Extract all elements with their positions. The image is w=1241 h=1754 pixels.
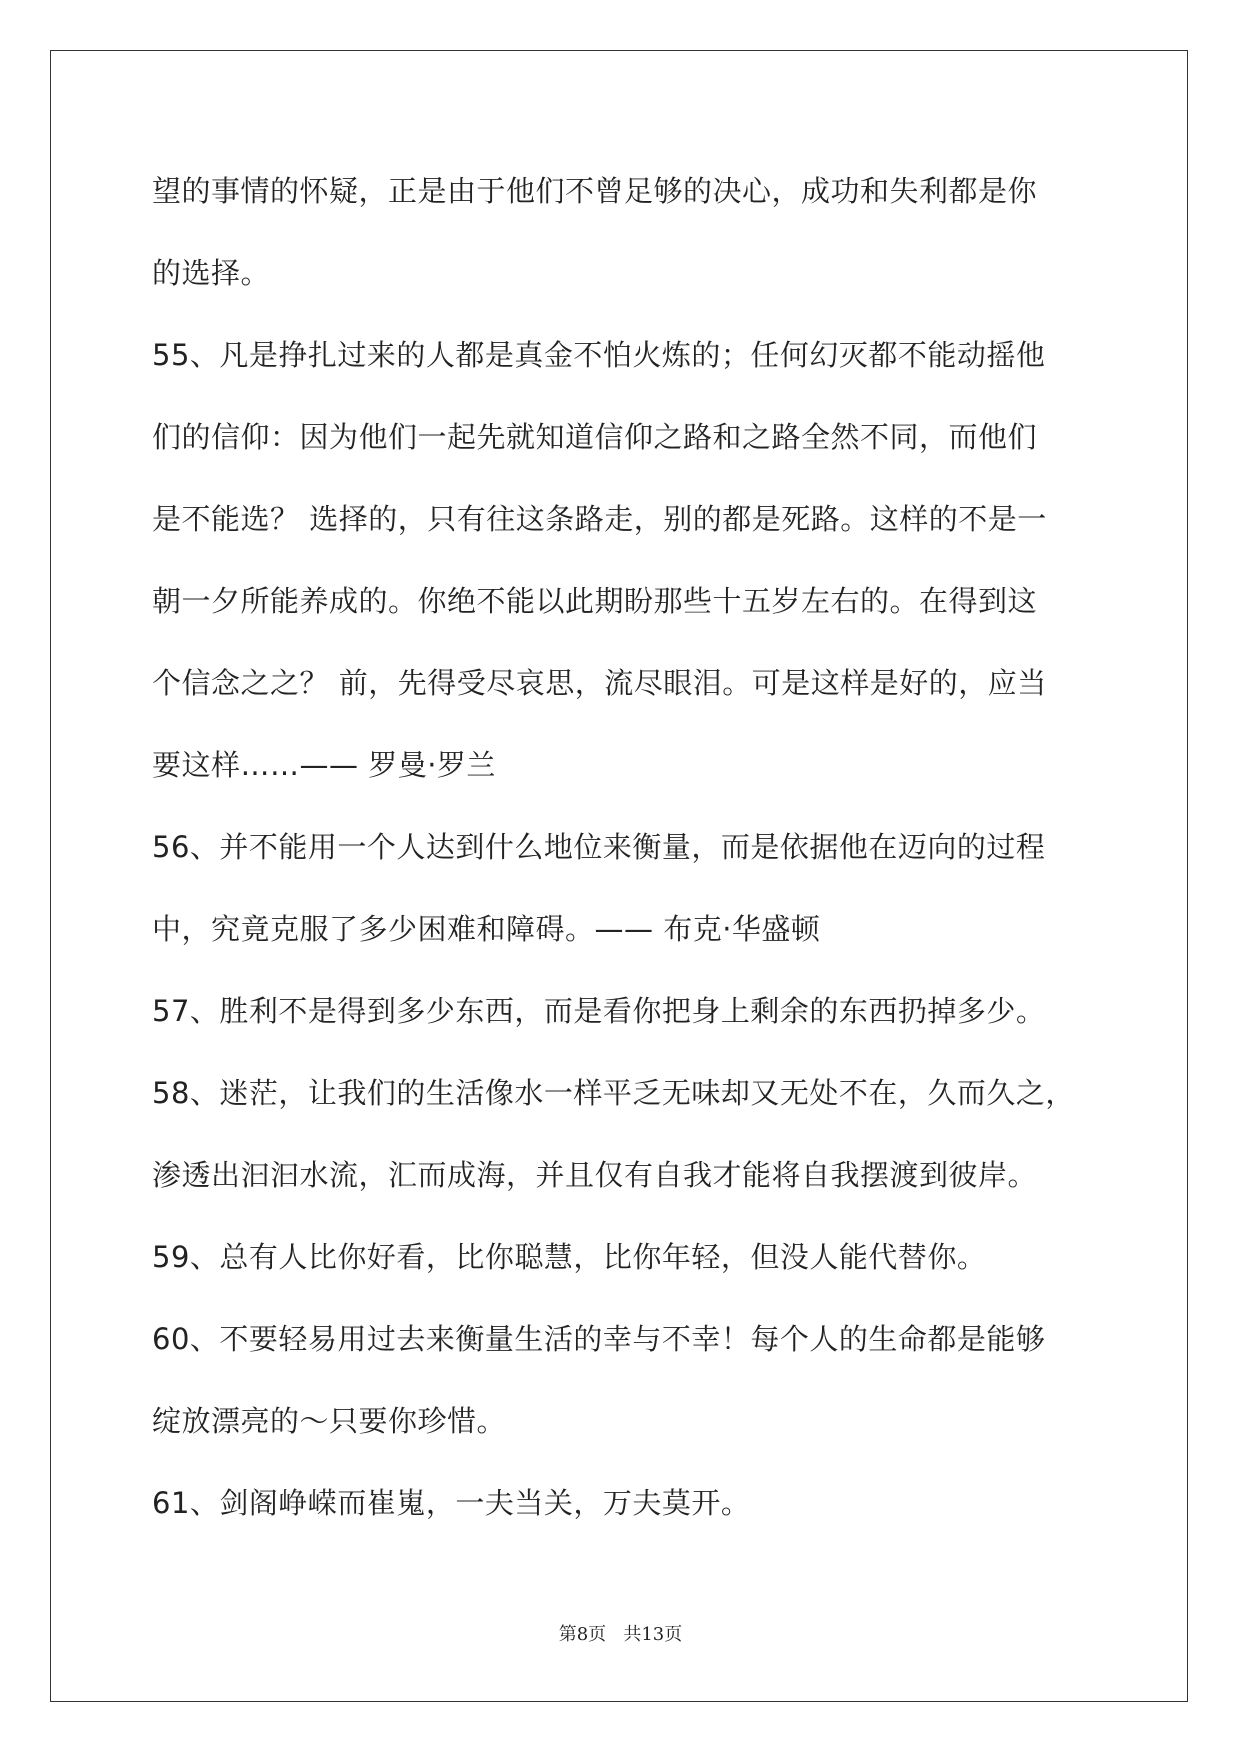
footer-spacer <box>606 1624 623 1645</box>
text-line: 个信念之之？ 前，先得受尽哀思，流尽眼泪。可是这样是好的，应当 <box>152 666 1047 700</box>
text-line: 渗透出汩汩水流，汇而成海，并且仅有自我才能将自我摆渡到彼岸。 <box>152 1158 1038 1192</box>
text-line: 59、总有人比你好看，比你聪慧，比你年轻，但没人能代替你。 <box>152 1240 987 1274</box>
document-body <box>152 150 1112 1544</box>
text-line: 望的事情的怀疑，正是由于他们不曾足够的决心，成功和失利都是你 <box>152 174 1038 208</box>
text-line: 55、凡是挣扎过来的人都是真金不怕火炼的；任何幻灭都不能动摇他 <box>152 338 1046 372</box>
text-line: 的选择。 <box>152 256 271 290</box>
page-total: 共13页 <box>623 1624 683 1645</box>
page-number: 第8页 <box>558 1624 607 1645</box>
text-line: 58、迷茫，让我们的生活像水一样平乏无味却又无处不在，久而久之， <box>152 1076 1075 1110</box>
text-line: 朝一夕所能养成的。你绝不能以此期盼那些十五岁左右的。在得到这 <box>152 584 1038 618</box>
text-line: 们的信仰：因为他们一起先就知道信仰之路和之路全然不同，而他们 <box>152 420 1038 454</box>
page-footer <box>0 1620 1241 1646</box>
text-line: 绽放漂亮的～只要你珍惜。 <box>152 1404 507 1438</box>
text-line: 要这样……—— 罗曼·罗兰 <box>152 748 496 782</box>
text-line: 56、并不能用一个人达到什么地位来衡量，而是依据他在迈向的过程 <box>152 830 1046 864</box>
text-line: 61、剑阁峥嵘而崔嵬，一夫当关，万夫莫开。 <box>152 1486 751 1520</box>
text-line: 是不能选？ 选择的，只有往这条路走，别的都是死路。这样的不是一 <box>152 502 1047 536</box>
text-line: 57、胜利不是得到多少东西，而是看你把身上剩余的东西扔掉多少。 <box>152 994 1046 1028</box>
text-line: 中，究竟克服了多少困难和障碍。—— 布克·华盛顿 <box>152 912 821 946</box>
text-line: 60、不要轻易用过去来衡量生活的幸与不幸！每个人的生命都是能够 <box>152 1322 1046 1356</box>
